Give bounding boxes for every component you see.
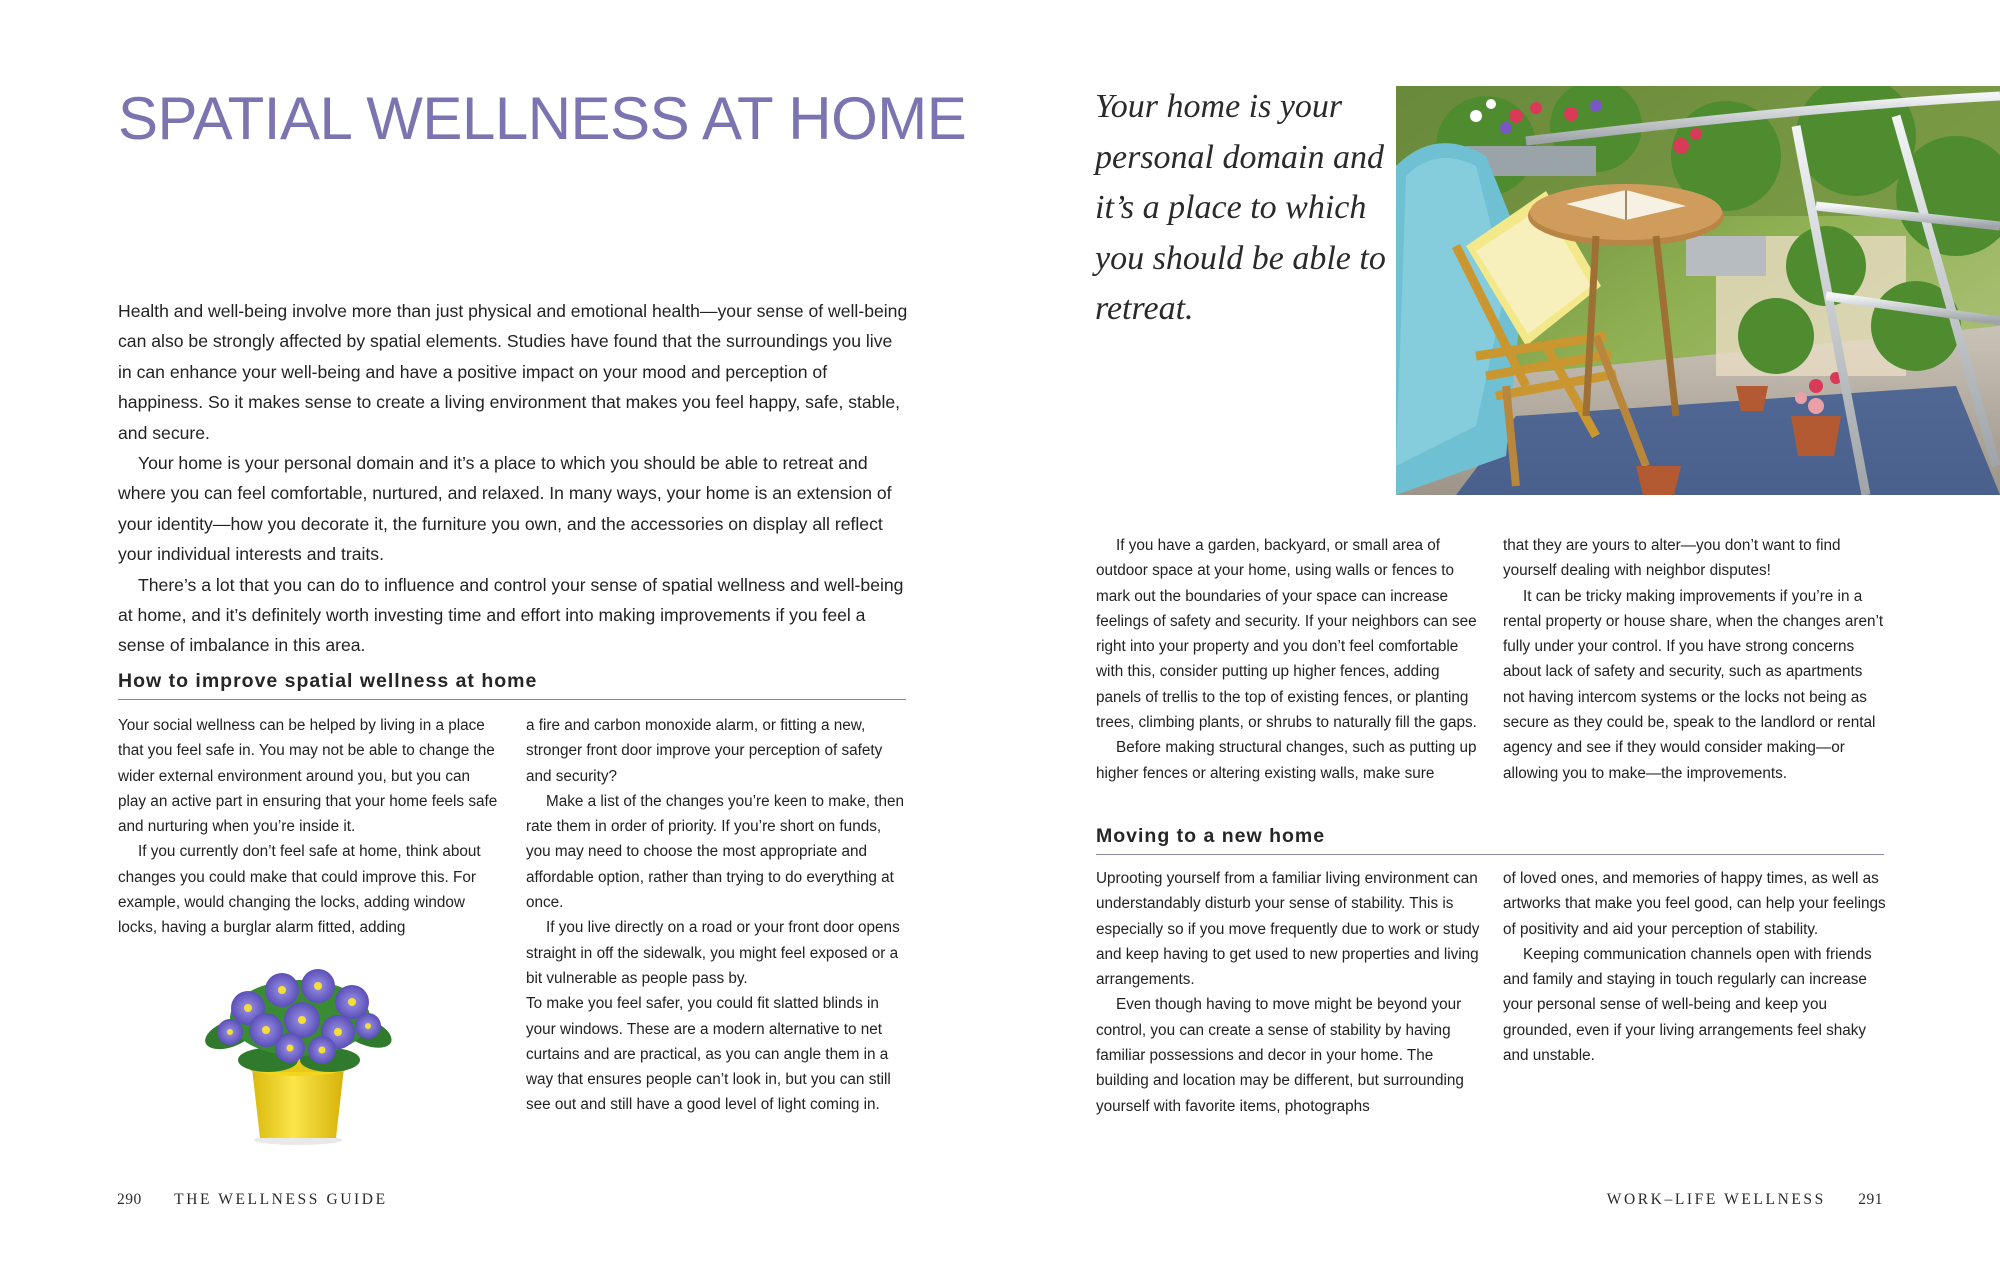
section-heading-moving: Moving to a new home [1096, 825, 1884, 855]
pull-quote: Your home is your personal domain and it’s a place to which you should be able to retreat. [1095, 88, 1386, 327]
body-paragraph: It can be tricky making improvements if you’re in a rental property or house share, when the changes aren’t fully under your control. If you have strong concerns about lack of safety and security, such as apartments not having intercom systems or the locks not being as secure as they could be, speak to the landlord or rental agency and see if they would consider making—or allowing you to make—the improvements. [1503, 587, 1884, 782]
section-heading-improve: How to improve spatial wellness at home [118, 670, 906, 700]
folio-right [1607, 1191, 1883, 1209]
page-number: 290 [117, 1191, 142, 1208]
body-paragraph: Even though having to move might be beyond your control, you can create a sense of stability by having familiar possessions and decor in your home. The building and location may be different, but surrounding yourself with favorite items, photographs [1096, 996, 1464, 1115]
left-column-1 [118, 713, 502, 941]
body-paragraph: Make a list of the changes you’re keen to make, then rate them in order of priority. If you’re short on funds, you may need to choose the most appropriate and affordable option, rather than trying to do everything at once. [526, 792, 904, 912]
body-paragraph: Keeping communication channels open with friends and family and staying in touch regularly can increase your personal sense of well-being and keep you grounded, even if your living arrangements feel shaky and unstable. [1503, 945, 1872, 1065]
body-paragraph: If you currently don’t feel safe at home, think about changes you could make that could improve this. For example, would changing the locks, adding window locks, having a burglar alarm fitted, adding [118, 843, 481, 937]
body-paragraph: If you live directly on a road or your front door opens straight in off the sidewalk, you might feel exposed or a bit vulnerable as people pass by. [526, 919, 900, 987]
body-paragraph: To make you feel safer, you could fit slatted blinds in your windows. These are a modern alternative to net curtains and are practical, as you can angle them in a way that ensures people can’t look in, but you can still see out and still have a good level of light coming in. [526, 995, 891, 1114]
left-column-2 [526, 713, 910, 1118]
body-paragraph: of loved ones, and memories of happy times, as well as artworks that make you feel good, can help your feelings of positivity and aid your perception of stability. [1503, 870, 1886, 938]
right-column-1 [1096, 533, 1480, 786]
right-column-4 [1503, 866, 1887, 1068]
body-paragraph: Uprooting yourself from a familiar living environment can understandably disturb your sense of stability. This is especially so if you move frequently due to work or study and keep having to get used to new properties and living arrangements. [1096, 870, 1480, 989]
body-paragraph: If you have a garden, backyard, or small area of outdoor space at your home, using walls or fences to mark out the boundaries of your space can increase feelings of safety and security. If your neighbors can see right into your property and you don’t feel comfortable with this, consider putting up higher fences, adding panels of trellis to the top of existing fences, or planting trees, climbing plants, or shrubs to naturally fill the gaps. [1096, 537, 1477, 732]
running-title: WORK–LIFE WELLNESS [1606, 1191, 1826, 1208]
body-paragraph: a fire and carbon monoxide alarm, or fitting a new, stronger front door improve your perception of safety and security? [526, 717, 883, 785]
balcony-photo [1396, 86, 2000, 495]
intro-paragraph: Your home is your personal domain and it’s a place to which you should be able to retreat and where you can feel comfortable, nurtured, and relaxed. In many ways, your home is an extension of your identity—how you decorate it, the furniture you own, and the accessories on display all reflect your individual interests and traits. [118, 453, 892, 565]
folio-left [117, 1191, 388, 1209]
page-title: SPATIAL WELLNESS AT HOME [118, 85, 967, 152]
right-column-2 [1503, 533, 1887, 786]
intro-text [118, 296, 908, 661]
body-paragraph: Your social wellness can be helped by living in a place that you feel safe in. You may not be able to change the wider external environment around you, but you can play an active part in ensuring that your home feels safe and nurturing when you’re inside it. [118, 717, 498, 836]
flower-pot-image [190, 956, 410, 1146]
intro-paragraph: Health and well-being involve more than just physical and emotional health—your sense of well-being can also be strongly affected by spatial elements. Studies have found that the surroundings you live in can enhance your well-being and have a positive impact on your mood and perception of happiness. So it makes sense to create a living environment that makes you feel happy, safe, stable, and secure. [118, 301, 908, 443]
page-number: 291 [1858, 1191, 1883, 1208]
running-title: THE WELLNESS GUIDE [174, 1191, 388, 1208]
intro-paragraph: There’s a lot that you can do to influence and control your sense of spatial wellness and well-being at home, and it’s definitely worth investing time and effort into making improvements if you feel a sense of imbalance in this area. [118, 574, 904, 656]
body-paragraph: Before making structural changes, such as putting up higher fences or altering existing walls, make sure [1096, 739, 1477, 782]
right-column-3 [1096, 866, 1480, 1119]
body-paragraph: that they are yours to alter—you don’t want to find yourself dealing with neighbor disputes! [1503, 537, 1841, 580]
